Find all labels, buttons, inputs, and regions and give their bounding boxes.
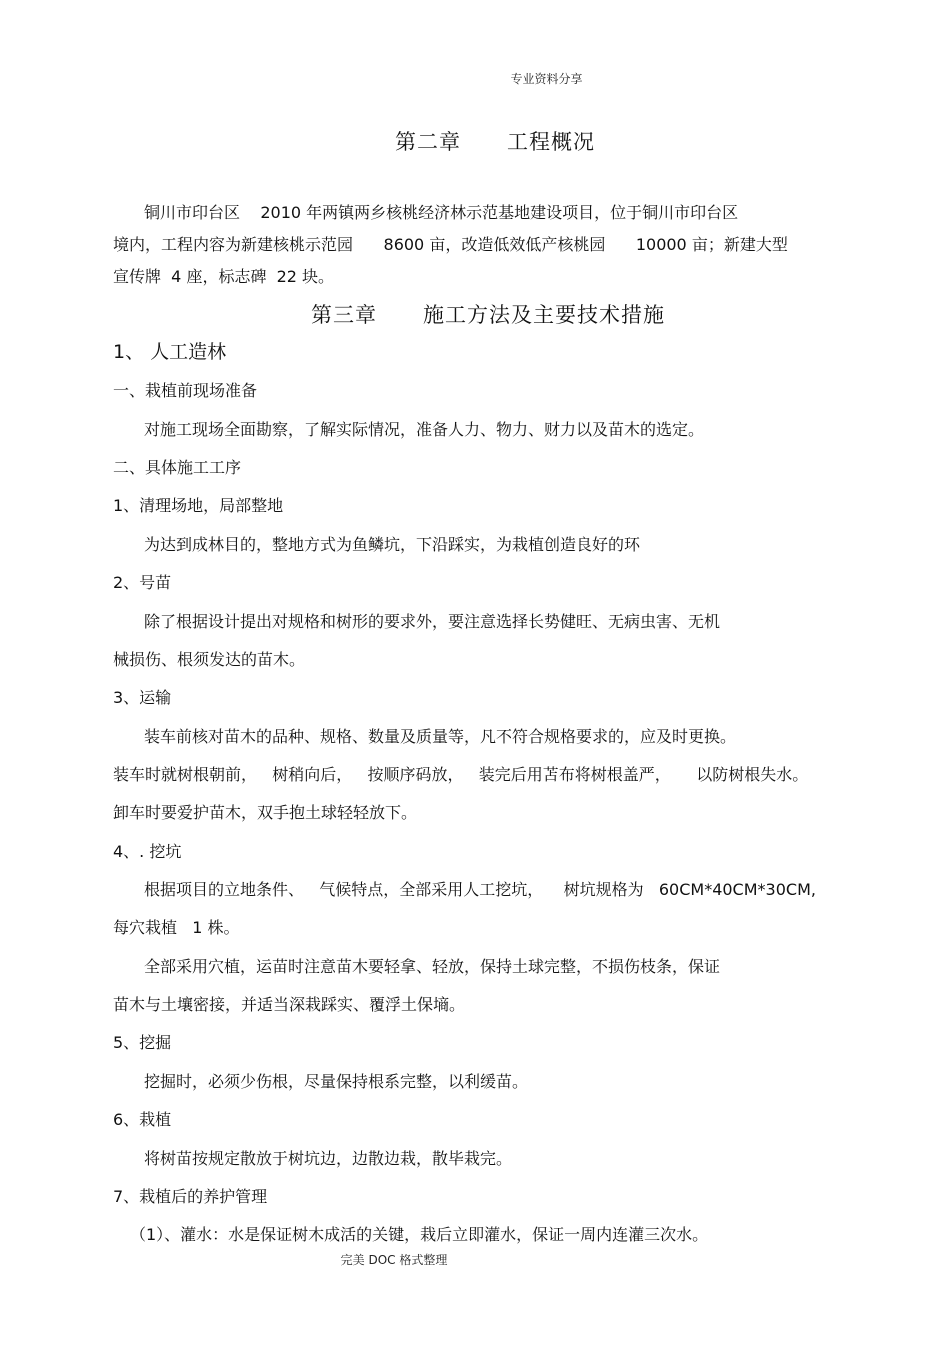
item-4-line-4: 苗木与土壤密接，并适当深栽踩实、覆浮土保墒。 <box>113 995 466 1014</box>
chapter2-para-line-1: 铜川市印台区 2010 年两镇两乡核桃经济林示范基地建设项目，位于铜川市印台区 <box>144 203 739 222</box>
item-6-line-1: 将树苗按规定散放于树坑边，边散边栽，散毕栽完。 <box>144 1149 513 1168</box>
item-2-line-2: 械损伤、根须发达的苗木。 <box>113 650 306 669</box>
chapter3-title: 第三章 施工方法及主要技术措施 <box>310 303 666 327</box>
item-1-title: 1、清理场地，局部整地 <box>113 496 284 515</box>
item-5-title: 5、挖掘 <box>113 1033 172 1052</box>
item-3-line-2: 装车时就树根朝前， 树稍向后， 按顺序码放， 装完后用苫布将树根盖严， 以防树根失水。 <box>113 765 809 784</box>
chapter2-para-line-2: 境内，工程内容为新建核桃示范园 8600 亩，改造低效低产核桃园 10000 亩；新建大型 <box>113 235 788 254</box>
item-4-line-1: 根据项目的立地条件、 气候特点，全部采用人工挖坑， 树坑规格为 60CM*40CM*30CM, <box>144 880 816 899</box>
item-2-title: 2、号苗 <box>113 573 172 592</box>
chapter2-title: 第二章 工程概况 <box>394 130 596 154</box>
item-4-line-2: 每穴栽植 1 株。 <box>113 918 240 937</box>
sub-heading-1: 一、栽植前现场准备 <box>113 381 258 400</box>
item-1-line-1: 为达到成林目的，整地方式为鱼鳞坑，下沿踩实，为栽植创造良好的环 <box>144 535 641 554</box>
item-3-line-3: 卸车时要爱护苗木，双手抱土球轻轻放下。 <box>113 803 418 822</box>
item-7-title: 7、栽植后的养护管理 <box>113 1187 268 1206</box>
header-note: 专业资料分享 <box>510 72 583 86</box>
sub-1-text: 对施工现场全面勘察，了解实际情况，准备人力、物力、财力以及苗木的选定。 <box>144 420 705 439</box>
item-7-line-1: （1）、灌水：水是保证树木成活的关键，栽后立即灌水，保证一周内连灌三次水。 <box>130 1225 709 1244</box>
item-3-title: 3、运输 <box>113 688 172 707</box>
section-1-heading: 1、 人工造林 <box>113 341 227 363</box>
sub-heading-2: 二、具体施工工序 <box>113 458 242 477</box>
item-5-line-1: 挖掘时，必须少伤根，尽量保持根系完整，以利缓苗。 <box>144 1072 529 1091</box>
chapter2-para-line-3: 宣传牌 4 座，标志碑 22 块。 <box>113 267 335 286</box>
footer-note: 完美 DOC 格式整理 <box>340 1253 448 1267</box>
item-6-title: 6、栽植 <box>113 1110 172 1129</box>
item-4-title: 4、. 挖坑 <box>113 842 182 861</box>
item-4-line-3: 全部采用穴植，运苗时注意苗木要轻拿、轻放，保持土球完整，不损伤枝条，保证 <box>144 957 721 976</box>
item-2-line-1: 除了根据设计提出对规格和树形的要求外，要注意选择长势健旺、无病虫害、无机 <box>144 612 721 631</box>
item-3-line-1: 装车前核对苗木的品种、规格、数量及质量等，凡不符合规格要求的，应及时更换。 <box>144 727 737 746</box>
